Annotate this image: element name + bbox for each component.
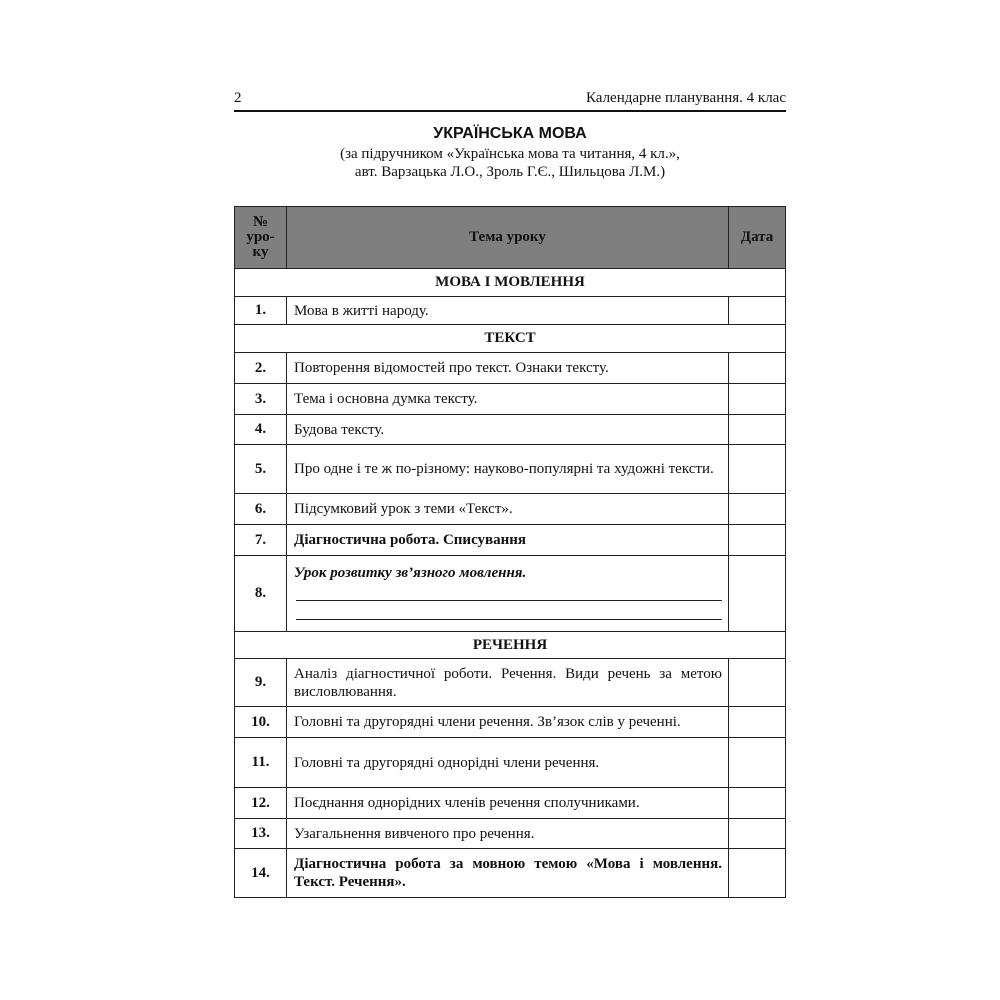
table-row — [235, 297, 786, 325]
lesson-date[interactable] — [729, 849, 786, 898]
table-row — [235, 445, 786, 494]
lesson-number: 10. — [235, 707, 287, 738]
lesson-date[interactable] — [729, 384, 786, 415]
subtitle-line-2: авт. Варзацька Л.О., Зроль Г.Є., Шильцова Л.М.) — [354, 164, 666, 180]
table-row — [235, 415, 786, 445]
lesson-date[interactable] — [729, 445, 786, 494]
table-row — [235, 525, 786, 556]
lesson-date[interactable] — [729, 788, 786, 819]
section-row — [235, 325, 786, 353]
lesson-topic: Повторення відомостей про текст. Ознаки тексту. — [287, 353, 729, 384]
table-row — [235, 494, 786, 525]
lesson-number: 6. — [235, 494, 287, 525]
lesson-topic: Про одне і те ж по-різному: науково-популярні та художні тексти. — [287, 445, 729, 494]
lesson-number: 4. — [235, 415, 287, 445]
lesson-topic: Головні та другорядні члени речення. Зв’язок слів у реченні. — [287, 707, 729, 738]
lesson-number: 7. — [235, 525, 287, 556]
table-row — [235, 353, 786, 384]
lesson-topic: Тема і основна думка тексту. — [287, 384, 729, 415]
column-header-date: Дата — [729, 207, 786, 269]
lesson-topic: Діагностична робота за мовною темою «Мова і мовлення. Текст. Речення». — [287, 849, 729, 898]
lesson-date[interactable] — [729, 556, 786, 632]
lesson-date[interactable] — [729, 707, 786, 738]
lesson-number: 2. — [235, 353, 287, 384]
table-row — [235, 556, 786, 632]
lesson-date[interactable] — [729, 819, 786, 849]
lesson-number: 8. — [235, 556, 287, 632]
column-header-topic: Тема уроку — [287, 207, 729, 269]
table-row — [235, 659, 786, 707]
lesson-date[interactable] — [729, 297, 786, 325]
lesson-topic-with-lines — [287, 556, 729, 632]
page-number: 2 — [234, 90, 242, 106]
lesson-topic: Діагностична робота. Списування — [287, 525, 729, 556]
writing-line[interactable] — [296, 601, 722, 620]
lesson-topic: Урок розвитку зв’язного мовлення. — [294, 565, 527, 581]
section-title: МОВА І МОВЛЕННЯ — [235, 269, 786, 297]
document-title: УКРАЇНСЬКА МОВА — [433, 125, 587, 142]
lesson-date[interactable] — [729, 415, 786, 445]
lesson-number: 13. — [235, 819, 287, 849]
lesson-topic: Узагальнення вивченого про речення. — [287, 819, 729, 849]
lesson-topic: Мова в житті народу. — [287, 297, 729, 325]
lesson-number: 1. — [235, 297, 287, 325]
section-title: РЕЧЕННЯ — [235, 632, 786, 659]
column-header-number: № уро- ку — [235, 207, 287, 269]
lesson-topic: Підсумковий урок з теми «Текст». — [287, 494, 729, 525]
lesson-number: 5. — [235, 445, 287, 494]
table-row — [235, 707, 786, 738]
table-row — [235, 819, 786, 849]
running-title: Календарне планування. 4 клас — [585, 90, 786, 106]
lesson-topic: Головні та другорядні однорідні члени речення. — [287, 738, 729, 788]
lesson-date[interactable] — [729, 525, 786, 556]
section-title: ТЕКСТ — [235, 325, 786, 353]
table-row — [235, 788, 786, 819]
lesson-plan-table — [234, 206, 786, 898]
lesson-number: 12. — [235, 788, 287, 819]
subtitle-line-1: (за підручником «Українська мова та читання, 4 кл.», — [340, 146, 680, 162]
lesson-topic: Поєднання однорідних членів речення сполучниками. — [287, 788, 729, 819]
table-row — [235, 384, 786, 415]
lesson-topic: Аналіз діагностичної роботи. Речення. Види речень за метою висловлювання. — [287, 659, 729, 707]
section-row — [235, 632, 786, 659]
lesson-number: 3. — [235, 384, 287, 415]
lesson-number: 9. — [235, 659, 287, 707]
running-header — [234, 88, 786, 112]
lesson-number: 14. — [235, 849, 287, 898]
table-row — [235, 849, 786, 898]
table-header-row — [235, 207, 786, 269]
lesson-number: 11. — [235, 738, 287, 788]
writing-line[interactable] — [296, 582, 722, 601]
lesson-date[interactable] — [729, 738, 786, 788]
table-row — [235, 738, 786, 788]
lesson-date[interactable] — [729, 659, 786, 707]
lesson-date[interactable] — [729, 494, 786, 525]
lesson-topic: Будова тексту. — [287, 415, 729, 445]
section-row — [235, 269, 786, 297]
lesson-date[interactable] — [729, 353, 786, 384]
